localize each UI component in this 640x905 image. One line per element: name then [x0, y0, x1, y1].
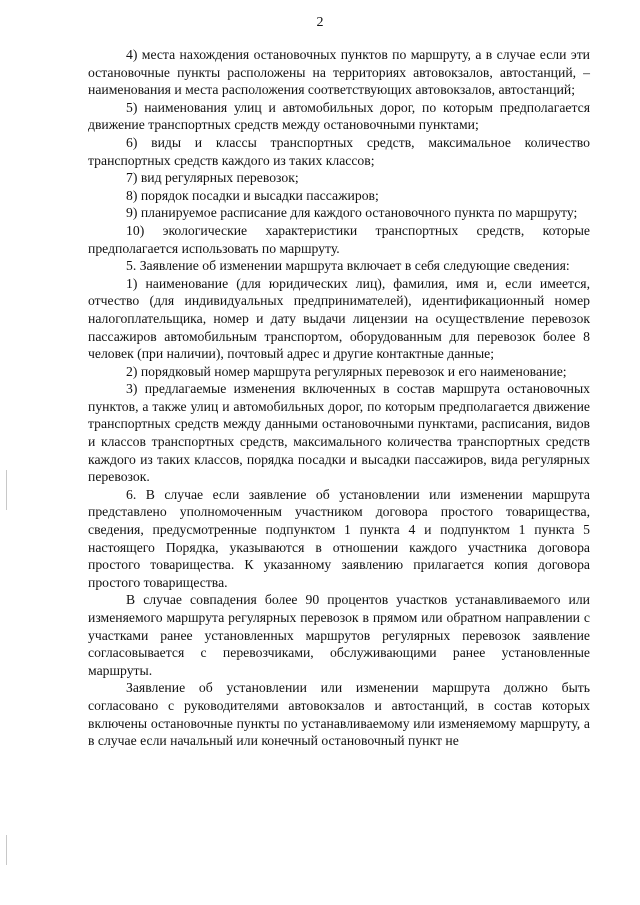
document-body	[88, 46, 590, 750]
section-6-paragraph: 6. В случае если заявление об установлении или изменении маршрута представлено уполномоченным участником договора простого товарищества, сведения, предусмотренные подпунктом 1 пункта 4 и подпунктом 1 пункта 5 настоящего Порядка, указываются в отношении каждого участника договора простого товарищества. К указанному заявлению прилагается копия договора простого товарищества.	[88, 486, 590, 590]
section-5-item-2: 2) порядковый номер маршрута регулярных перевозок и его наименование;	[126, 363, 567, 379]
list-item-4: 4) места нахождения остановочных пунктов по маршруту, а в случае если эти остановочные пункты расположены на территориях автовокзалов, автостанций, – наименования и места расположения соответствующих автовокзалов, автостанций;	[88, 47, 590, 98]
section-5-paragraph: 5. Заявление об изменении маршрута включает в себя следующие сведения:	[126, 258, 570, 274]
list-item-7: 7) вид регулярных перевозок;	[126, 170, 299, 186]
coincidence-paragraph: В случае совпадения более 90 процентов участков устанавливаемого или изменяемого маршрута регулярных перевозок в прямом или обратном направлении с участками ранее установленных маршрутов регулярных перевозок заявление согласовывается с перевозчиками, обслуживающими ранее установленные маршруты.	[88, 592, 590, 678]
list-item-5: 5) наименования улиц и автомобильных дорог, по которым предполагается движение транспортных средств между остановочными пунктами;	[88, 99, 590, 133]
approval-paragraph: Заявление об установлении или изменении маршрута должно быть согласовано с руководителями автовокзалов и автостанций, в состав которых включены остановочные пункты по устанавливаемому или изменяемому маршруту, а в случае если начальный или конечный остановочный пункт не	[88, 680, 590, 749]
list-item-6: 6) виды и классы транспортных средств, максимальное количество транспортных средств каждого из таких классов;	[88, 134, 590, 168]
section-5-item-3: 3) предлагаемые изменения включенных в состав маршрута остановочных пунктов, а также улиц и автомобильных дорог, по которым предполагается движение транспортных средств между данными остановочными пунктами, расписания, видов и классов транспортных средств, максимального количества транспортных средств каждого из таких классов, порядка посадки и высадки пассажиров, вида регулярных перевозок.	[88, 381, 590, 485]
list-item-8: 8) порядок посадки и высадки пассажиров;	[126, 187, 379, 203]
scan-edge-mark	[6, 470, 7, 510]
page-number: 2	[316, 15, 324, 30]
list-item-10: 10) экологические характеристики транспортных средств, которые предполагается использовать по маршруту.	[88, 222, 590, 256]
list-item-9: 9) планируемое расписание для каждого остановочного пункта по маршруту;	[126, 205, 578, 221]
scan-edge-mark	[6, 835, 7, 865]
section-5-item-1: 1) наименование (для юридических лиц), фамилия, имя и, если имеется, отчество (для индивидуальных предпринимателей), идентификационный номер налогоплательщика, номер и дату выдачи лицензии на осуществление перевозок пассажиров автомобильным транспортом, оборудованным для перевозок более 8 человек (при наличии), почтовый адрес и другие контактные данные;	[88, 275, 590, 362]
